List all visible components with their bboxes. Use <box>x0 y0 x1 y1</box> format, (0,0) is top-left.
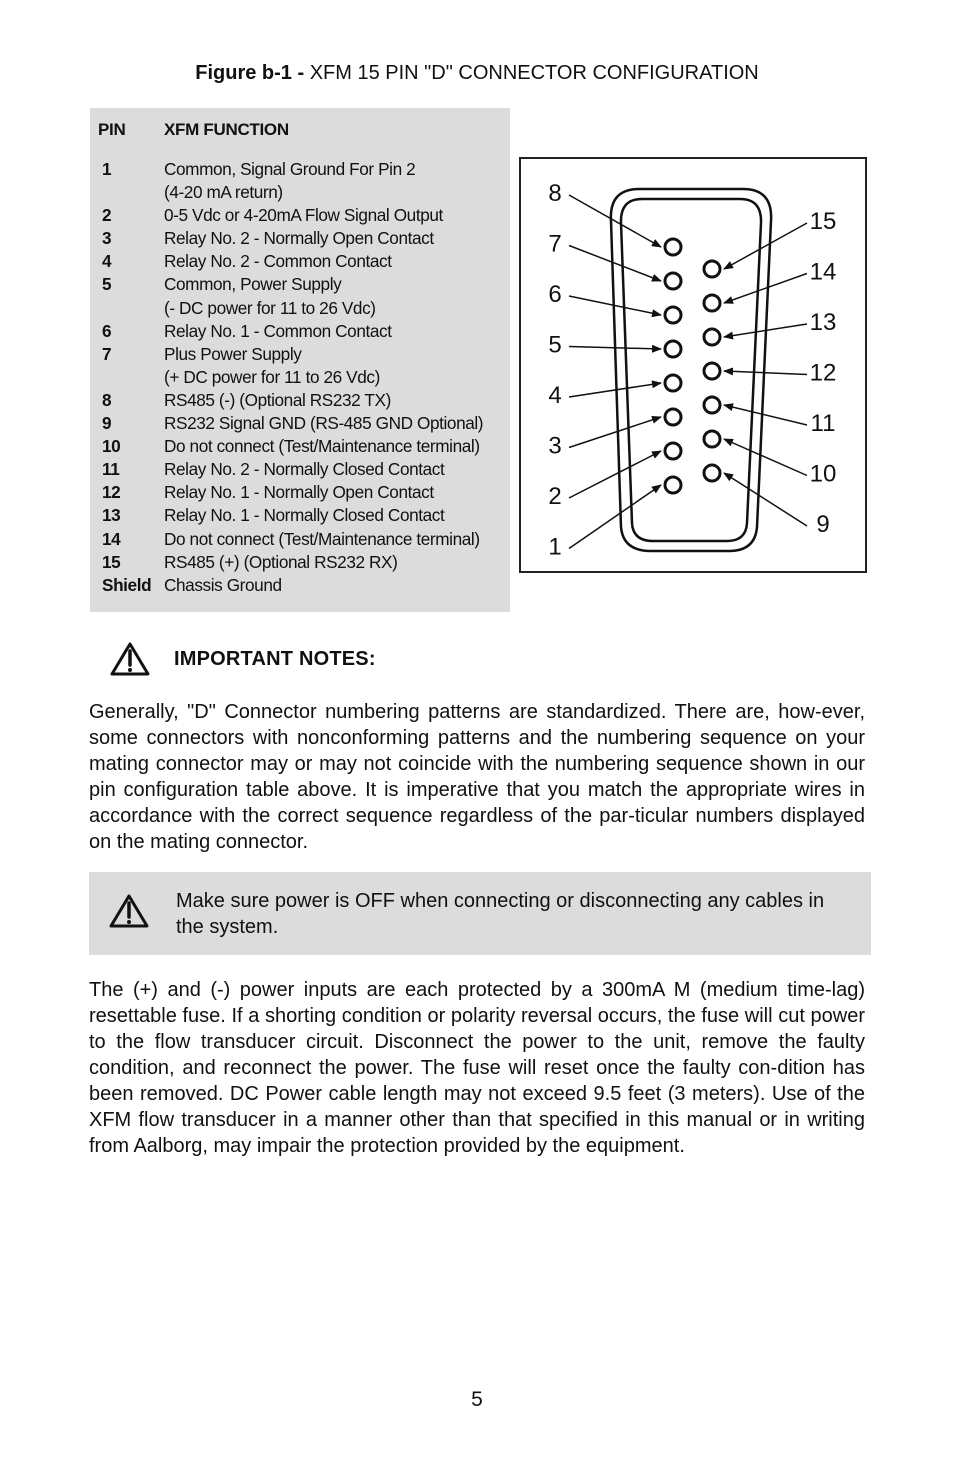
pin-function <box>164 481 483 504</box>
pin-pointer-arrow <box>569 485 661 549</box>
pin-function-line: RS485 (+) (Optional RS232 RX) <box>164 551 398 572</box>
pin-function-line: (+ DC power for 11 to 26 Vdc) <box>164 366 380 387</box>
pin-label: 1 <box>548 533 562 561</box>
pin-label: 3 <box>548 432 562 460</box>
pin-function-line: (- DC power for 11 to 26 Vdc) <box>164 297 376 318</box>
pin-label: 13 <box>809 309 837 336</box>
pin-function <box>164 273 483 319</box>
table-row <box>98 273 483 319</box>
pin-function <box>164 458 483 481</box>
table-row <box>98 343 483 389</box>
pin-pointer-arrow <box>569 383 661 397</box>
pin-hole <box>665 341 681 357</box>
pin-number: 6 <box>102 320 112 341</box>
pin-function-line: Relay No. 1 - Common Contact <box>164 320 392 341</box>
pin-configuration-table <box>90 108 510 612</box>
pin-function-line: Common, Power Supply <box>164 274 342 295</box>
table-row <box>98 481 483 504</box>
table-row <box>98 435 483 458</box>
pin-pointer-arrow <box>724 405 807 425</box>
pin-function <box>164 389 483 412</box>
pin-label: 2 <box>548 483 562 510</box>
pin-pointer-arrow <box>569 451 661 498</box>
pin-hole <box>665 409 681 425</box>
pin-function <box>164 528 483 551</box>
table-row <box>98 389 483 412</box>
notes-title: IMPORTANT NOTES: <box>174 647 376 670</box>
table-row <box>98 528 483 551</box>
pin-label: 9 <box>816 511 830 538</box>
pin-pointer-arrow <box>724 439 807 476</box>
fuse-protection-paragraph: The (+) and (-) power inputs are each protected by a 300mA M (medium time-lag) resettable fuse. If a shorting condition or polarity reversal occurs, the fuse will cut power to the flow transducer circuit. Disconnect the power to the unit, remove the faulty condition, and reconnect the power. The fuse will reset once the faulty con-dition has been removed. DC Power cable length may not exceed 9.5 feet (3 meters). Use of the XFM flow transducer in a manner other than that specified in this manual or in writing from Aalborg, may impair the protection provided by the equipment. <box>89 979 865 1157</box>
pin-function-line: Plus Power Supply <box>164 343 302 364</box>
figure-title <box>0 62 954 85</box>
pin-hole <box>665 477 681 493</box>
pin-function-line: Relay No. 2 - Common Contact <box>164 251 392 272</box>
pin-function <box>164 504 483 527</box>
table-row <box>98 551 483 574</box>
pin-hole <box>704 295 720 311</box>
pin-label: 5 <box>548 331 562 359</box>
pin-label: 4 <box>548 382 562 409</box>
pin-label: 15 <box>809 208 837 235</box>
pin-column-header: PIN <box>98 120 126 139</box>
pin-number: 12 <box>102 482 121 503</box>
pin-function-line: Relay No. 2 - Normally Closed Contact <box>164 459 445 480</box>
pin-hole <box>704 329 720 345</box>
pin-hole <box>704 431 720 447</box>
pin-function <box>164 343 483 389</box>
pin-hole <box>665 375 681 391</box>
function-column-header: XFM FUNCTION <box>164 120 289 139</box>
pin-function-line: RS232 Signal GND (RS-485 GND Optional) <box>164 413 484 434</box>
pin-number: 13 <box>102 505 121 526</box>
pin-number: 7 <box>102 343 112 364</box>
pin-number: 8 <box>102 389 112 410</box>
page-number: 5 <box>471 1388 483 1411</box>
pin-pointer-arrow <box>724 473 807 526</box>
pin-function-line: RS485 (-) (Optional RS232 TX) <box>164 389 391 410</box>
pin-function-line: Relay No. 1 - Normally Open Contact <box>164 482 434 503</box>
pin-function <box>164 574 483 597</box>
pin-pointer-arrow <box>569 195 661 247</box>
pin-number: 2 <box>102 205 112 226</box>
pin-function-line: (4-20 mA return) <box>164 182 283 203</box>
important-notes-heading <box>110 642 376 676</box>
pin-hole <box>704 261 720 277</box>
figure-caption: XFM 15 PIN "D" CONNECTOR CONFIGURATION <box>309 62 759 84</box>
pin-hole <box>665 239 681 255</box>
pin-function <box>164 551 483 574</box>
pin-function-line: Do not connect (Test/Maintenance terminal) <box>164 528 480 549</box>
pin-number: 4 <box>102 251 112 272</box>
pin-label: 11 <box>810 410 836 437</box>
table-row <box>98 320 483 343</box>
pin-function <box>164 320 483 343</box>
pin-hole <box>704 397 720 413</box>
pin-hole <box>665 443 681 459</box>
pin-function <box>164 250 483 273</box>
pin-pointer-arrow <box>569 417 661 448</box>
pin-label: 8 <box>548 180 562 207</box>
table-row <box>98 504 483 527</box>
pin-hole <box>704 465 720 481</box>
pin-function <box>164 227 483 250</box>
power-warning-text: Make sure power is OFF when connecting or disconnecting any cables in the system. <box>176 890 825 938</box>
pin-function <box>164 412 483 435</box>
pin-label: 10 <box>809 460 837 488</box>
pin-function <box>164 158 483 204</box>
pin-hole <box>665 307 681 323</box>
pin-number: 10 <box>102 436 121 457</box>
table-row <box>98 458 483 481</box>
pin-number: 11 <box>102 459 120 480</box>
pin-number: 14 <box>102 528 121 549</box>
warning-triangle-icon <box>109 894 149 928</box>
table-row <box>98 412 483 435</box>
pin-label: 7 <box>548 230 562 258</box>
connector-diagram <box>519 157 867 573</box>
table-row <box>98 227 483 250</box>
table-row <box>98 574 483 597</box>
pin-pointer-arrow <box>724 223 807 269</box>
pin-hole <box>704 363 720 379</box>
pin-function-line: Chassis Ground <box>164 574 282 595</box>
table-row <box>98 250 483 273</box>
pin-pointer-arrow <box>724 274 807 304</box>
pin-function <box>164 204 483 227</box>
pin-function-line: Relay No. 1 - Normally Closed Contact <box>164 505 445 526</box>
warning-triangle-icon <box>110 642 150 676</box>
pin-number: 5 <box>102 274 112 295</box>
pin-hole <box>665 273 681 289</box>
table-row <box>98 204 483 227</box>
pin-function <box>164 435 483 458</box>
pin-function-line: Relay No. 2 - Normally Open Contact <box>164 228 434 249</box>
pin-number: 15 <box>102 551 121 572</box>
table-row <box>98 158 483 204</box>
pin-number: Shield <box>102 574 152 595</box>
figure-label: Figure b-1 - <box>195 62 305 84</box>
power-warning-box <box>89 872 871 955</box>
pin-number: 1 <box>102 159 112 179</box>
pin-label: 6 <box>548 281 562 308</box>
pin-pointer-arrow <box>724 371 807 375</box>
connector-inner-shell <box>621 199 761 541</box>
connector-numbering-paragraph: Generally, "D" Connector numbering patterns are standardized. There are, how-ever, some connectors with nonconforming patterns and the numbering sequence on your mating connector may or may not coincide with the numbering sequence shown in our pin configuration table above. It is imperative that you match the appropriate wires in accordance with the correct sequence regardless of the par-ticular numbers displayed on the mating connector. <box>89 701 865 853</box>
pin-label: 12 <box>809 359 837 387</box>
d-connector-drawing <box>521 159 865 571</box>
pin-number: 9 <box>102 413 112 434</box>
pin-function-line: 0-5 Vdc or 4-20mA Flow Signal Output <box>164 205 443 226</box>
pin-pointer-arrow <box>569 246 661 282</box>
pin-function-line: Do not connect (Test/Maintenance terminal) <box>164 436 480 457</box>
pin-function-line: Common, Signal Ground For Pin 2 <box>164 159 416 179</box>
pin-label: 14 <box>809 258 837 286</box>
pin-number: 3 <box>102 228 112 249</box>
